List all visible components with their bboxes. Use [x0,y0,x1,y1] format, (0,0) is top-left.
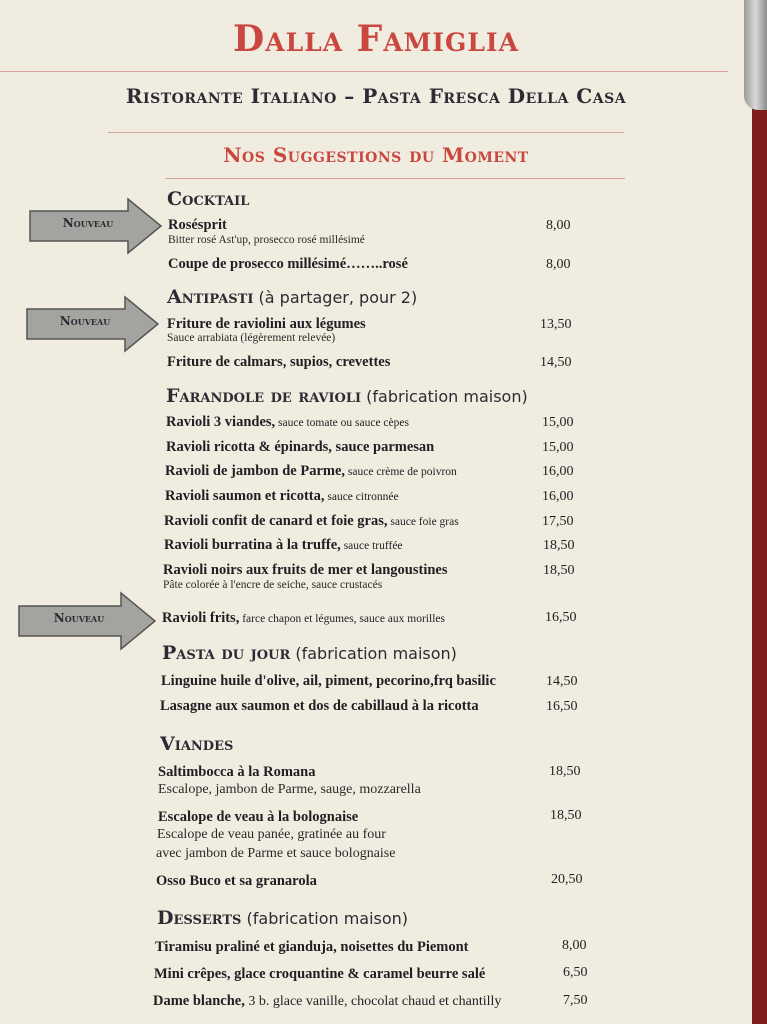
restaurant-subtitle: Ristorante Italiano – Pasta Fresca Della Casa [125,84,627,108]
menu-item-name: Ravioli saumon et ricotta, sauce citronnée [165,488,399,504]
restaurant-title: Dalla Famiglia [232,18,520,60]
menu-item-desc: Sauce arrabiata (légèrement relevée) [167,332,336,344]
menu-item-name: Friture de raviolini aux légumes [167,316,366,332]
menu-item-name: Escalope de veau à la bolognaise [158,809,359,825]
menu-item-price: 18,50 [549,764,581,779]
menu-item-price: 18,50 [550,808,582,823]
nouveau-label: Nouveau [53,611,105,625]
menu-item-price: 8,00 [546,218,571,233]
menu-item-name: Ravioli confit de canard et foie gras, sauce foie gras [164,513,459,529]
menu-item-name: Ravioli 3 viandes, sauce tomate ou sauce cèpes [166,414,409,430]
menu-item-name: Ravioli frits, farce chapon et légumes, sauce aux morilles [162,610,445,626]
menu-item-price: 14,50 [540,355,572,370]
menu-item-name: Friture de calmars, supios, crevettes [167,354,391,370]
menu-item-name: Linguine huile d'olive, ail, piment, pecorino,frq basilic [161,673,496,689]
menu-item-name: Rosésprit [168,217,227,233]
menu-item-name: Ravioli noirs aux fruits de mer et langoustines [163,562,448,578]
menu-item-price: 20,50 [551,872,583,887]
section-title: Nos Suggestions du Moment [223,143,529,167]
divider [108,132,624,133]
menu-item-price: 16,00 [542,464,574,479]
menu-item-price: 18,50 [543,563,575,578]
category-viandes: Viandes [160,733,234,755]
nouveau-arrow [25,295,160,353]
menu-item-price: 16,00 [542,489,574,504]
menu-item-name: Ravioli burratina à la truffe, sauce truffée [164,537,403,553]
menu-item-name: Coupe de prosecco millésimé……..rosé [168,256,408,272]
divider [165,178,625,179]
menu-item-price: 16,50 [545,610,577,625]
menu-item-price: 17,50 [542,514,574,529]
menu-item-desc: Bitter rosé Ast'up, prosecco rosé millésimé [168,234,365,246]
menu-item-price: 6,50 [563,965,588,980]
menu-item-price: 8,00 [562,938,587,953]
nouveau-label: Nouveau [59,314,111,328]
divider [0,71,728,72]
menu-item-desc: Escalope de veau panée, gratinée au four [157,827,386,842]
menu-item-name: Tiramisu praliné et gianduja, noisettes du Piemont [155,939,469,955]
menu-item-name: Osso Buco et sa granarola [156,873,317,889]
menu-item-price: 15,00 [542,415,574,430]
category-antipasti: Antipasti (à partager, pour 2) [167,286,418,308]
menu-item-price: 14,50 [546,674,578,689]
category-pasta: Pasta du jour (fabrication maison) [162,642,457,664]
tablecloth [752,110,767,1024]
nouveau-arrow [17,591,152,649]
nouveau-arrow [28,197,163,255]
category-ravioli: Farandole de ravioli (fabrication maison) [166,385,528,407]
menu-item-desc: Pâte colorée à l'encre de seiche, sauce crustacés [163,579,383,591]
menu-item-price: 16,50 [546,699,578,714]
menu-item-price: 15,00 [542,440,574,455]
menu-item-price: 8,00 [546,257,571,272]
menu-item-desc: Escalope, jambon de Parme, sauge, mozzarella [158,782,421,797]
menu-item-desc: avec jambon de Parme et sauce bolognaise [156,846,396,861]
menu-item-name: Dame blanche, 3 b. glace vanille, chocolat chaud et chantilly [153,993,502,1009]
menu-item-name: Ravioli de jambon de Parme, sauce crème de poivron [165,463,457,479]
menu-item-price: 18,50 [543,538,575,553]
menu-item-name: Ravioli ricotta & épinards, sauce parmesan [166,439,435,455]
menu-item-name: Saltimbocca à la Romana [158,764,316,780]
menu-item-name: Lasagne aux saumon et dos de cabillaud à la ricotta [160,698,479,714]
category-desserts: Desserts (fabrication maison) [157,907,409,929]
nouveau-label: Nouveau [62,216,114,230]
category-cocktail: Cocktail [167,188,250,210]
menu-item-price: 7,50 [563,993,588,1008]
menu-item-price: 13,50 [540,317,572,332]
menu-item-name: Mini crêpes, glace croquantine & caramel beurre salé [154,966,486,982]
fork [744,0,767,110]
